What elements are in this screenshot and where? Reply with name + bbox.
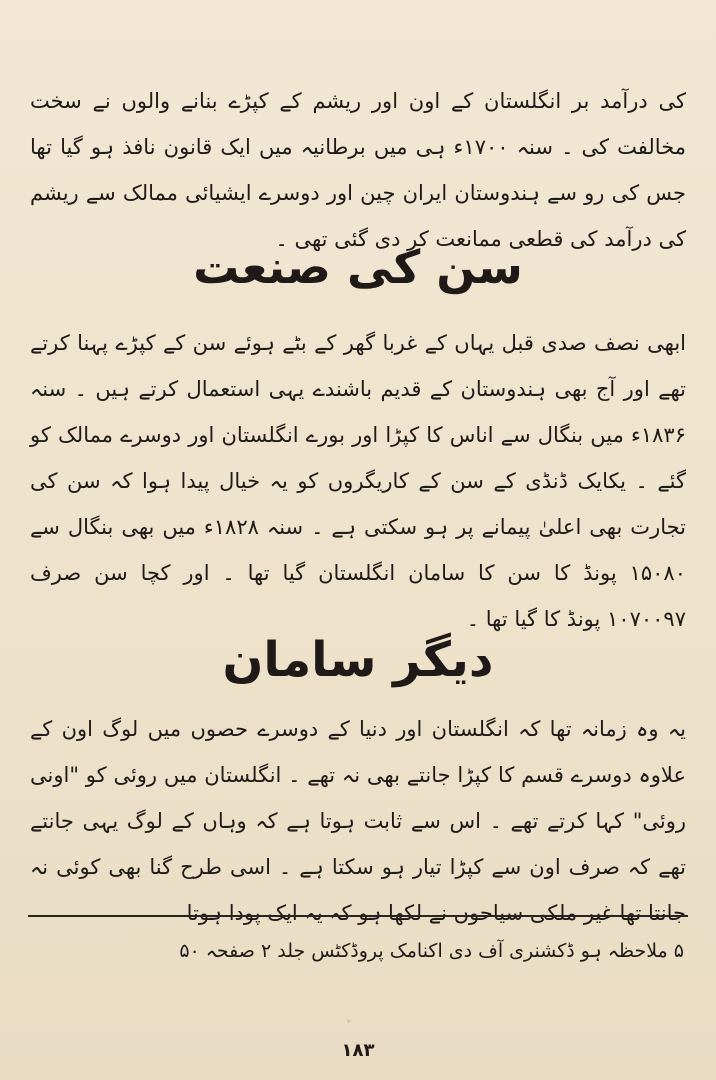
footnote: ۵ ملاحظہ ہو ڈکشنری آف دی اکنامک پروڈکٹس جلد ۲ صفحہ ۵۰ xyxy=(179,940,684,962)
footnote-divider xyxy=(28,915,688,917)
paragraph-3-block xyxy=(30,706,686,936)
paragraph-2: ابھی نصف صدی قبل یہاں کے غربا گھر کے بٹے ہوئے سن کے کپڑے پہنا کرتے تھے اور آج بھی ہندوستان کے قدیم باشندے یہی استعمال کرتے ہیں ۔ سنہ ۱۸۳۶ء میں بنگال سے اناس کا کپڑا اور بورے انگلستان اور دوسرے ممالک کو گئے ۔ یکایک ڈنڈی کے سن کے کاریگروں کو یہ خیال پیدا ہوا کہ سن کی تجارت بھی اعلیٰ پیمانے پر ہو سکتی ہے ۔ سنہ ۱۸۲۸ء میں بھی بنگال سے ۱۵۰۸۰ پونڈ کا سن کا سامان انگلستان گیا تھا ۔ اور کچا سن صرف ۱۰۷۰۰۹۷ پونڈ کا گیا تھا ۔ xyxy=(30,331,687,631)
paragraph-3: یہ وہ زمانہ تھا کہ انگلستان اور دنیا کے دوسرے حصوں میں لوگ اون کے علاوہ دوسرے قسم کا کپڑا جانتے بھی نہ تھے ۔ انگلستان میں روئی کو "اونی روئی" کہا کرتے تھے ۔ اس سے ثابت ہوتا ہے کہ وہاں کے لوگ یہی جانتے تھے کہ صرف اون سے کپڑا تیار ہو سکتا ہے ۔ اسی طرح گنا بھی کوئی نہ جانتا تھا غیر ملکی سیاحوں نے لکھا ہو کہ یہ ایک پودا ہوتا xyxy=(30,717,686,925)
paragraph-1: کی درآمد بر انگلستان کے اون اور ریشم کے کپڑے بنانے والوں نے سخت مخالفت کی ۔ سنہ ۱۷۰۰ء ہی میں برطانیہ میں ایک قانون نافذ ہو گیا تھا جس کی رو سے ہندوستان ایران چین اور دوسرے ایشیائی ممالک سے ریشم کی درآمد کی قطعی ممانعت کر دی گئی تھی ۔ xyxy=(30,89,687,251)
paragraph-1-block xyxy=(30,78,686,262)
heading-other-goods: دیگر سامان xyxy=(222,632,494,688)
bleed-through-mark: · xyxy=(345,1010,352,1035)
page-number: ۱۸۳ xyxy=(341,1040,375,1061)
paragraph-2-block xyxy=(30,320,686,642)
heading-sunn-industry: سن کی صنعت xyxy=(193,240,523,294)
